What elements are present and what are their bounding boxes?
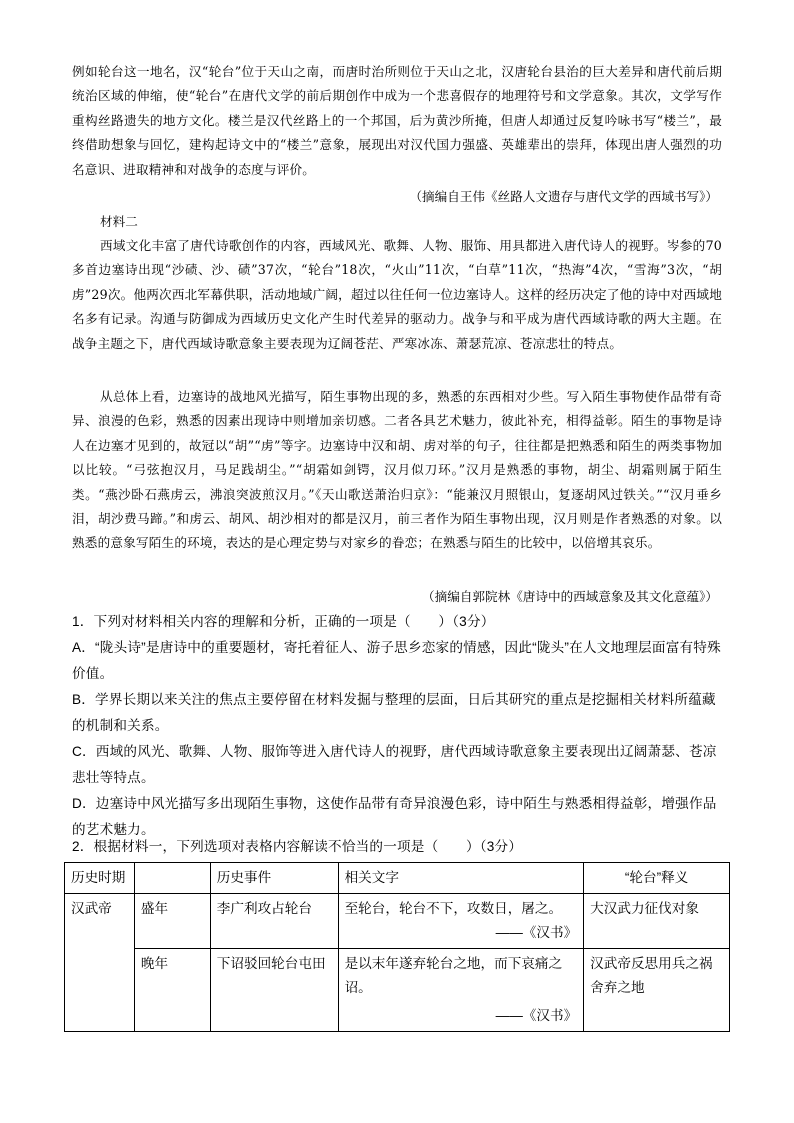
table-header-event: 历史事件 bbox=[210, 863, 338, 894]
table-cell-sub: 晚年 bbox=[134, 949, 210, 1032]
table-cell-period: 汉武帝 bbox=[65, 894, 135, 1032]
table-header-row bbox=[65, 863, 730, 894]
question-1-option-b: B．学界长期以来关注的焦点主要停留在材料发掘与整理的层面，日后其研究的重点是挖掘相关材料所蕴藏的机制和关系。 bbox=[72, 692, 716, 733]
table-cell-event: 下诏驳回轮台屯田 bbox=[210, 949, 338, 1032]
question-1 bbox=[72, 609, 722, 843]
table-cell-meaning: 汉武帝反思用兵之祸舍弃之地 bbox=[584, 949, 730, 1032]
table-cell-event: 李广利攻占轮台 bbox=[210, 894, 338, 949]
material2-source: （摘编自郭院林《唐诗中的西域意象及其文化意蕴》） bbox=[422, 589, 718, 604]
question-2-stem: 2．根据材料一，下列选项对表格内容解读不恰当的一项是（ ）（3分） bbox=[72, 839, 523, 854]
material1-closing-paragraph: 例如轮台这一地名，汉“轮台”位于天山之南，而唐时治所则位于天山之北，汉唐轮台县治的巨大差异和唐代前后期统治区域的伸缩，使“轮台”在唐代文学的前后期创作中成为一个悲喜假存的地理符号和文学意象。其次，文学写作重构丝路遗失的地方文化。楼兰是汉代丝路上的一个邦国，后为黄沙所掩，但唐人却通过反复吟咏书写“楼兰”，最终借助想象与回忆，建构起诗文中的“楼兰”意象，展现出对汉代国力强盛、英雄辈出的崇拜，体现出唐人强烈的功名意识、进取精神和对战争的态度与评价。 bbox=[72, 64, 722, 177]
table-header-meaning: “轮台”释义 bbox=[584, 863, 730, 894]
question-2-table bbox=[64, 862, 730, 1032]
table-cell-text bbox=[338, 894, 584, 949]
question-1-stem: 1．下列对材料相关内容的理解和分析，正确的一项是（ ）（3分） bbox=[72, 614, 495, 629]
table-row bbox=[65, 949, 730, 1032]
material2-paragraph-1: 西域文化丰富了唐代诗歌创作的内容，西域风光、歌舞、人物、服饰、用具都进入唐代诗人的视野。岑参的70多首边塞诗出现“沙碛、沙、碛”37次，“轮台”18次，“火山”11次，“白草”11次，“热海”4次，“雪海”3次，“胡虏”29次。他两次西北军幕供职，活动地域广阔，超过以往任何一位边塞诗人。这样的经历决定了他的诗中对西域地名多有记录。沟通与防御成为西域历史文化产生时代差异的驱动力。战争与和平成为唐代西域诗歌的两大主题。在战争主题之下，唐代西域诗歌意象主要表现为辽阔苍茫、严寒冰冻、萧瑟荒凉、苍凉悲壮的特点。 bbox=[72, 238, 722, 351]
table-row bbox=[65, 894, 730, 949]
table-cell-citation: ——《汉书》 bbox=[495, 925, 578, 940]
table-cell-sub: 盛年 bbox=[134, 894, 210, 949]
material2-label: 材料二 bbox=[100, 214, 138, 229]
table-cell-citation: ——《汉书》 bbox=[495, 1008, 578, 1023]
table-cell-quote: 是以末年遂弃轮台之地，而下哀痛之诏。 bbox=[344, 956, 563, 995]
question-1-option-c: C．西域的风光、歌舞、人物、服饰等进入唐代诗人的视野，唐代西域诗歌意象主要表现出辽阔萧瑟、苍凉悲壮等特点。 bbox=[72, 744, 717, 785]
material1-source: （摘编自王伟《丝路人文遗存与唐代文学的西域书写》） bbox=[409, 189, 718, 204]
table-header-text: 相关文字 bbox=[338, 863, 584, 894]
table-cell-meaning: 大汉武力征伐对象 bbox=[584, 894, 730, 949]
question-1-option-a: A．“陇头诗”是唐诗中的重要题材，寄托着征人、游子思乡恋家的情感，因此“陇头”在人文地理层面富有特殊价值。 bbox=[72, 640, 721, 681]
material2-paragraph-2: 从总体上看，边塞诗的战地风光描写，陌生事物出现的多，熟悉的东西相对少些。写入陌生事物使作品带有奇异、浪漫的色彩，熟悉的因素出现诗中则增加亲切感。二者各具艺术魅力，彼此补充，相得益彰。陌生的事物是诗人在边塞才见到的，故冠以“胡”“虏”等字。边塞诗中汉和胡、虏对举的句子，往往都是把熟悉和陌生的两类事物加以比较。“弓弦抱汉月，马足践胡尘。”“胡霜如剑锷，汉月似刀环。”汉月是熟悉的事物，胡尘、胡霜则属于陌生类。“燕沙卧石燕虏云，沸浪突波煎汉月。”《天山歌送萧治归京》：“能兼汉月照银山，复逐胡风过铁关。”“汉月垂乡泪，胡沙费马蹄。”和虏云、胡风、胡沙相对的都是汉月，前三者作为陌生事物出现，汉月则是作者熟悉的对象。以熟悉的意象写陌生的环境，表达的是心理定势与对家乡的眷恋；在熟悉与陌生的比较中，以倍增其哀乐。 bbox=[72, 389, 722, 551]
table-header-period: 历史时期 bbox=[65, 863, 135, 894]
question-1-option-d: D．边塞诗中风光描写多出现陌生事物，这使作品带有奇异浪漫色彩，诗中陌生与熟悉相得益彰，增强作品的艺术魅力。 bbox=[72, 796, 717, 837]
table-cell-quote: 至轮台，轮台不下，攻数日，屠之。 bbox=[344, 901, 563, 916]
table-cell-text bbox=[338, 949, 584, 1032]
